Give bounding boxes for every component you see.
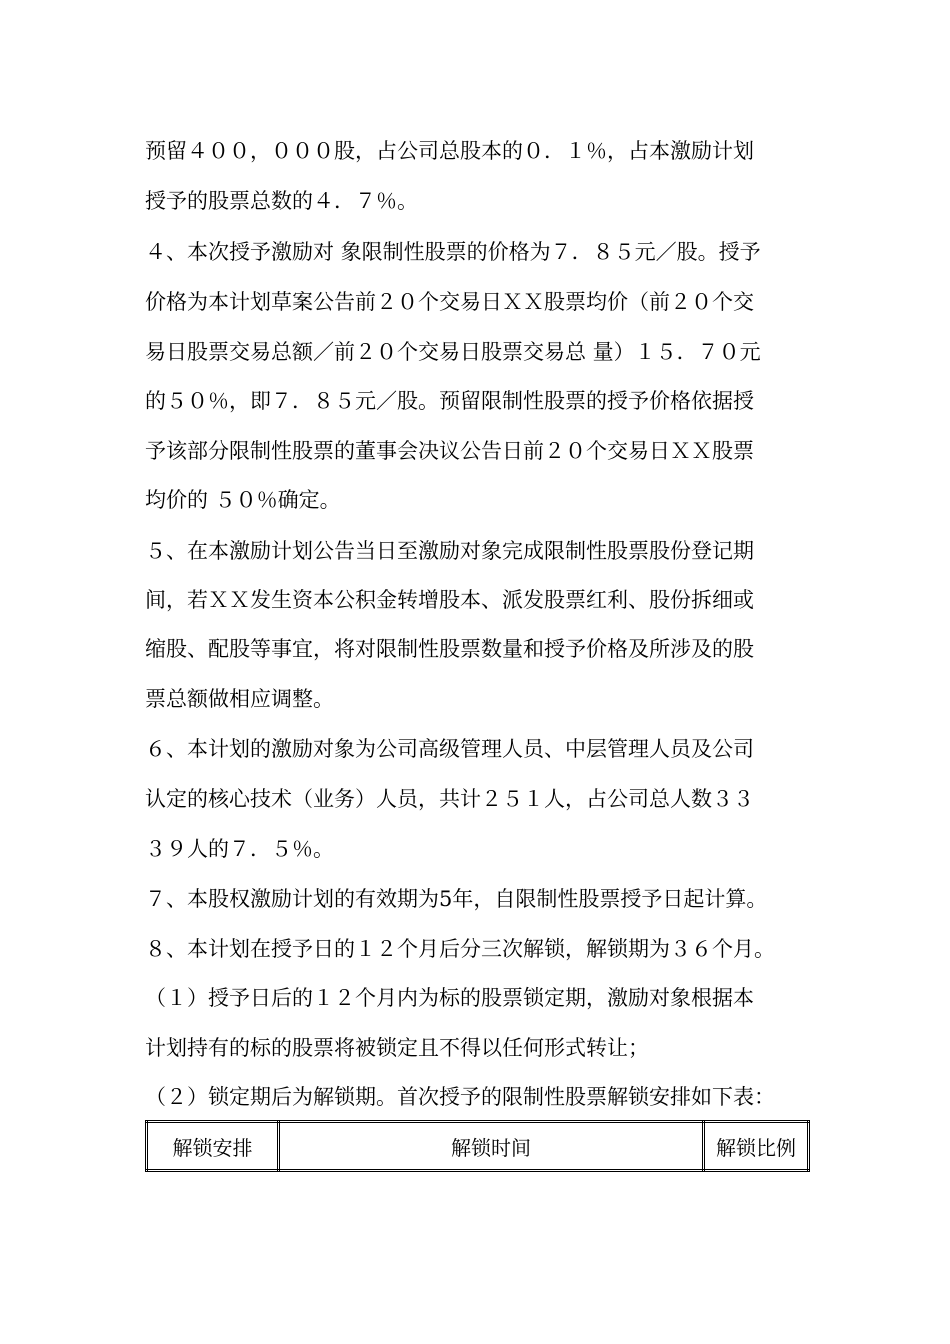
text-line: ３９人的７．５％。: [145, 837, 334, 861]
text-line: 认定的核心技术（业务）人员，共计２５１人，占公司总人数３３: [145, 787, 754, 811]
text-line: （２）锁定期后为解锁期。首次授予的限制性股票解锁安排如下表：: [145, 1085, 775, 1109]
text-line: ６、本计划的激励对象为公司高级管理人员、中层管理人员及公司: [145, 737, 754, 761]
text-line: 予该部分限制性股票的董事会决议公告日前２０个交易日ＸＸ股票: [145, 439, 754, 463]
text-line: 缩股、配股等事宜，将对限制性股票数量和授予价格及所涉及的股: [145, 637, 754, 661]
text-line: 票总额做相应调整。: [145, 687, 334, 711]
text-line: 预留４００，０００股，占公司总股本的０．１％，占本激励计划: [145, 139, 754, 163]
text-line: 易日股票交易总额／前２０个交易日股票交易总 量）１５．７０元: [145, 340, 761, 364]
unlock-schedule-table: [145, 1120, 810, 1172]
text-line: ７、本股权激励计划的有效期为5年，自限制性股票授予日起计算。: [145, 887, 768, 911]
text-line: ５、在本激励计划公告当日至激励对象完成限制性股票股份登记期: [145, 539, 754, 563]
table-header-cell: 解锁时间: [279, 1122, 704, 1171]
text-line: 的５０％，即７．８５元／股。预留限制性股票的授予价格依据授: [145, 389, 754, 413]
table-header-row: [147, 1122, 809, 1171]
table-header-cell: 解锁比例: [704, 1122, 809, 1171]
text-line: 计划持有的标的股票将被锁定且不得以任何形式转让；: [145, 1036, 649, 1060]
text-line: （１）授予日后的１２个月内为标的股票锁定期，激励对象根据本: [145, 986, 754, 1010]
table-header-cell: 解锁安排: [147, 1122, 279, 1171]
text-line: 间，若ＸＸ发生资本公积金转增股本、派发股票红利、股份拆细或: [145, 588, 754, 612]
text-line: 均价的 ５０％确定。: [145, 488, 341, 512]
text-line: ８、本计划在授予日的１２个月后分三次解锁，解锁期为３６个月。: [145, 937, 775, 961]
text-line: 授予的股票总数的４．７％。: [145, 189, 418, 213]
text-line: 价格为本计划草案公告前２０个交易日ＸＸ股票均价（前２０个交: [145, 290, 754, 314]
text-line: ４、本次授予激励对 象限制性股票的价格为７．８５元／股。授予: [145, 240, 761, 264]
